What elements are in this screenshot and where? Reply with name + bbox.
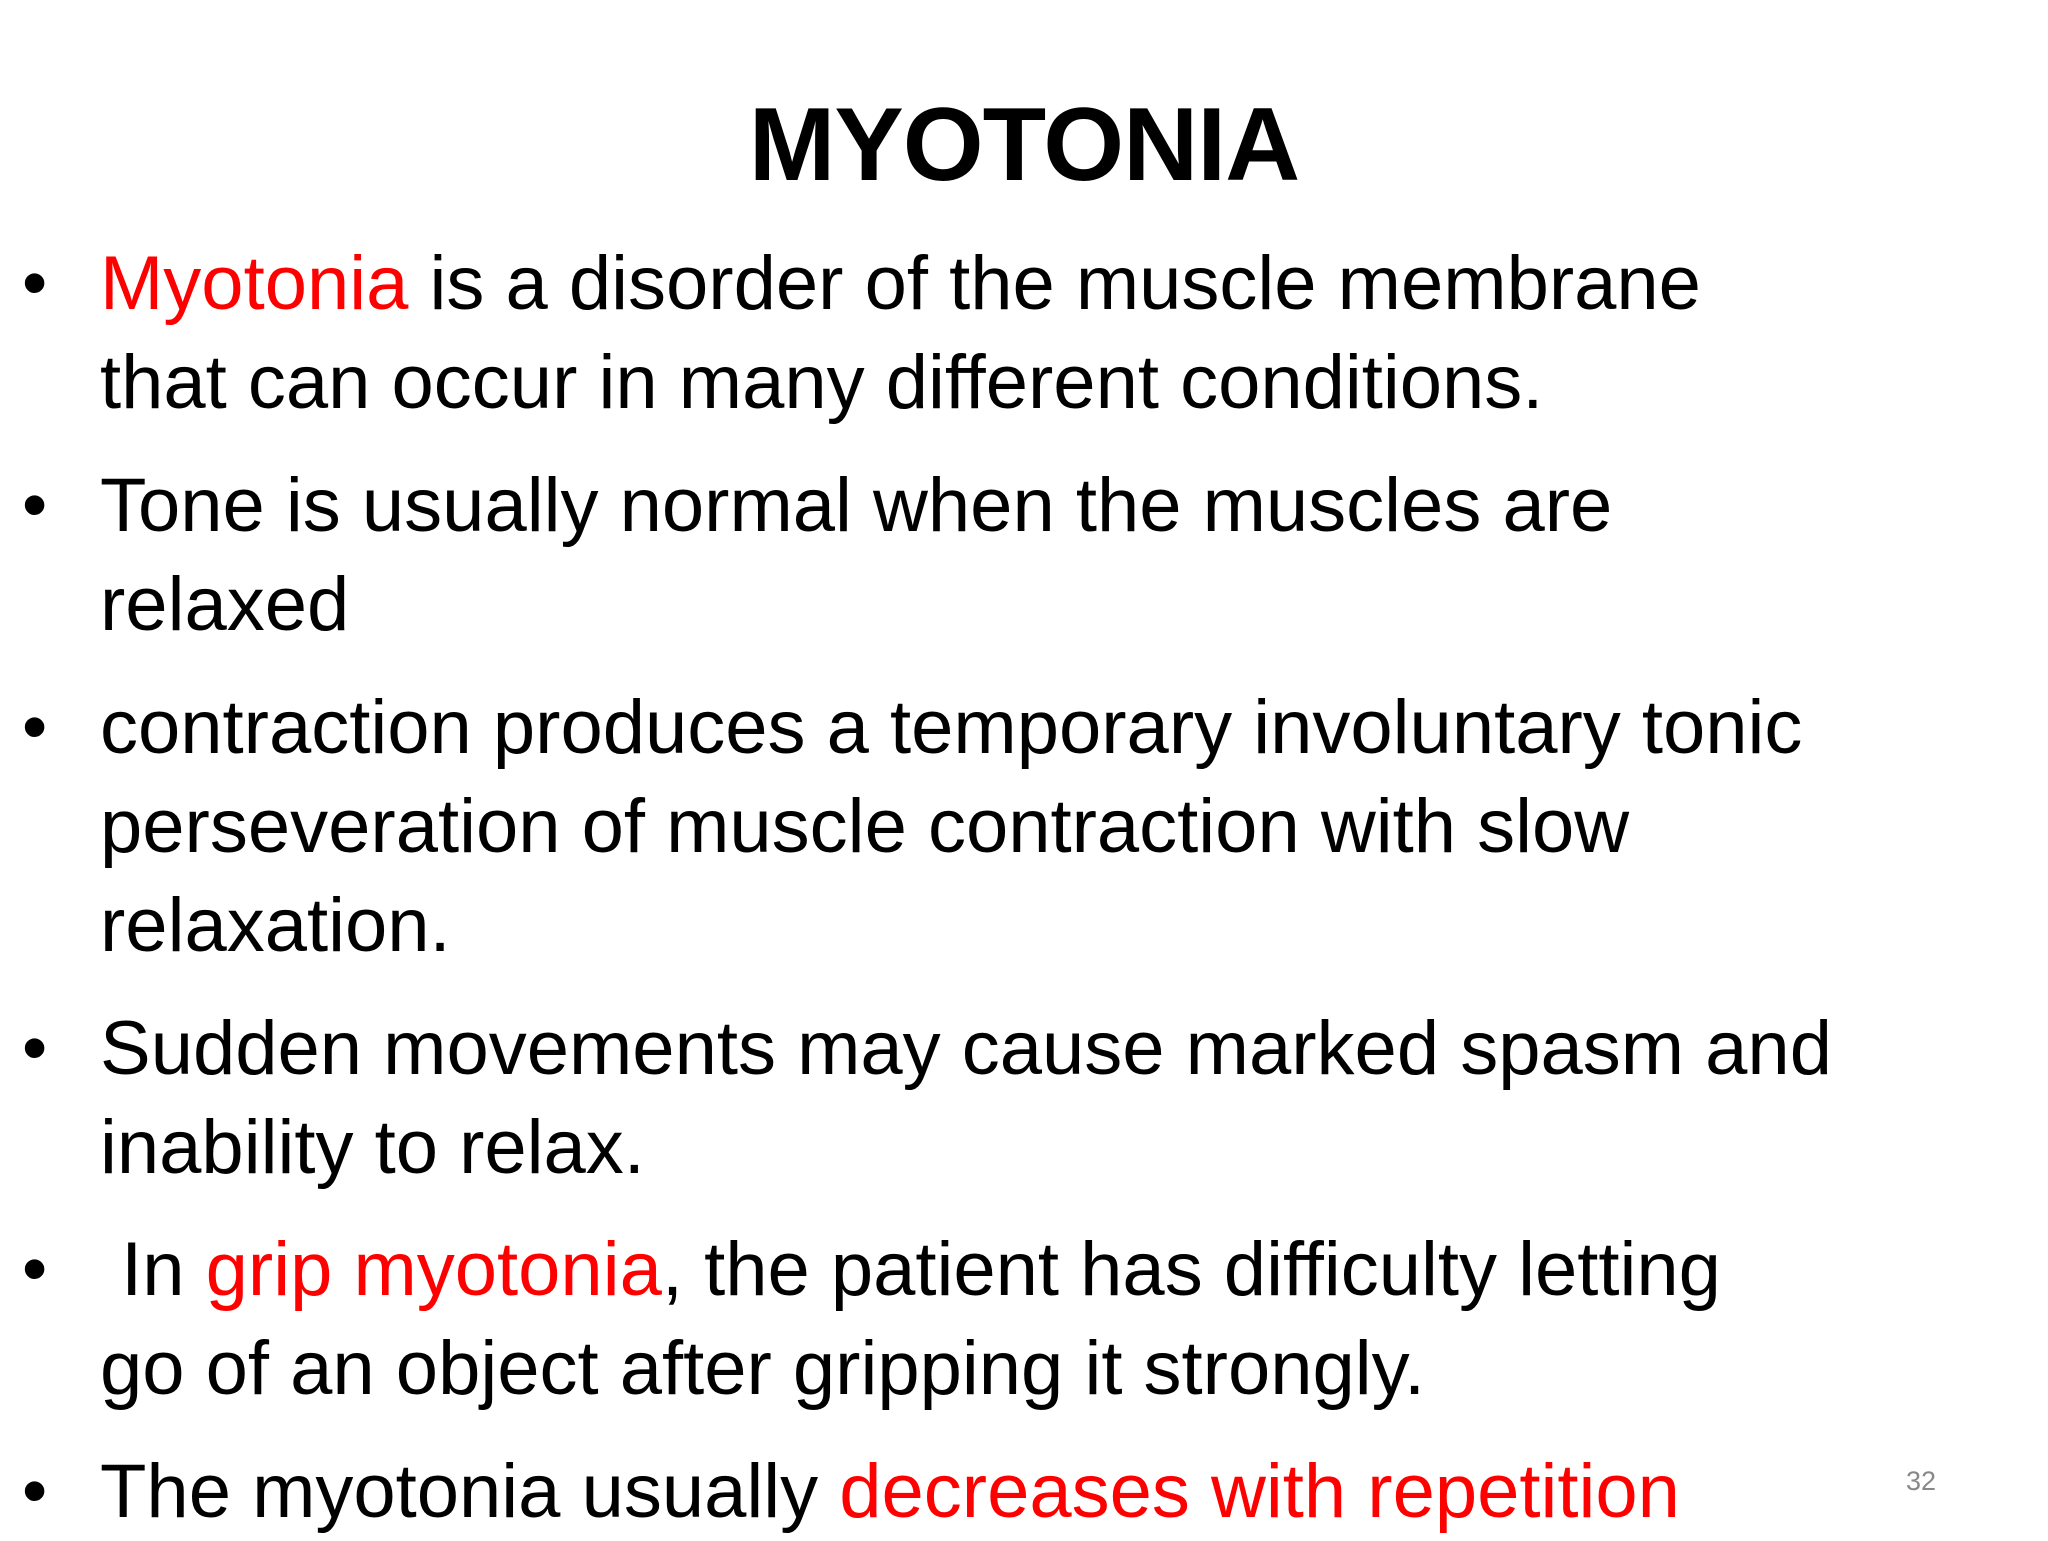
bullet-line: inability to relax. — [100, 1105, 645, 1190]
slide-title: MYOTONIA — [748, 87, 1300, 203]
bullet-text — [100, 1442, 2042, 1541]
highlighted-term: grip myotonia — [205, 1227, 662, 1312]
bullet-icon: • — [22, 1229, 48, 1309]
bullet-text — [100, 234, 2042, 432]
bullet-text — [100, 999, 2042, 1197]
bullet-icon: • — [22, 1451, 48, 1531]
bullet-text — [100, 678, 2042, 975]
bullet-line — [100, 1220, 2042, 1319]
bullet-text — [100, 1220, 2042, 1418]
bullet-line — [100, 234, 2042, 333]
bullet-line — [100, 1442, 2042, 1541]
bullet-line: contraction produces a temporary involuntary tonic — [100, 685, 1803, 770]
bullet-line: Tone is usually normal when the muscles are — [100, 463, 1613, 548]
highlighted-term: Myotonia — [100, 241, 409, 326]
bullet-line: relaxed — [100, 562, 350, 647]
text-run: , the patient has difficulty letting — [661, 1227, 1721, 1312]
bullet-line: that can occur in many different conditions. — [100, 340, 1544, 425]
highlighted-term: decreases with repetition — [839, 1449, 1680, 1534]
bullet-icon: • — [22, 243, 48, 323]
text-run: is a disorder of the muscle membrane — [408, 241, 1701, 326]
bullet-icon: • — [22, 1008, 48, 1088]
bullet-line: relaxation. — [100, 883, 451, 968]
text-run: The myotonia usually — [100, 1449, 840, 1534]
bullet-icon: • — [22, 687, 48, 767]
bullet-line: perseveration of muscle contraction with slow — [100, 784, 1630, 869]
slide-number: 32 — [1906, 1466, 1937, 1496]
bullet-line: Sudden movements may cause marked spasm and — [100, 1006, 1832, 1091]
bullet-icon: • — [22, 465, 48, 545]
bullet-line: go of an object after gripping it strongly. — [100, 1326, 1426, 1411]
bullet-text — [100, 456, 2042, 654]
text-run: In — [100, 1227, 206, 1312]
